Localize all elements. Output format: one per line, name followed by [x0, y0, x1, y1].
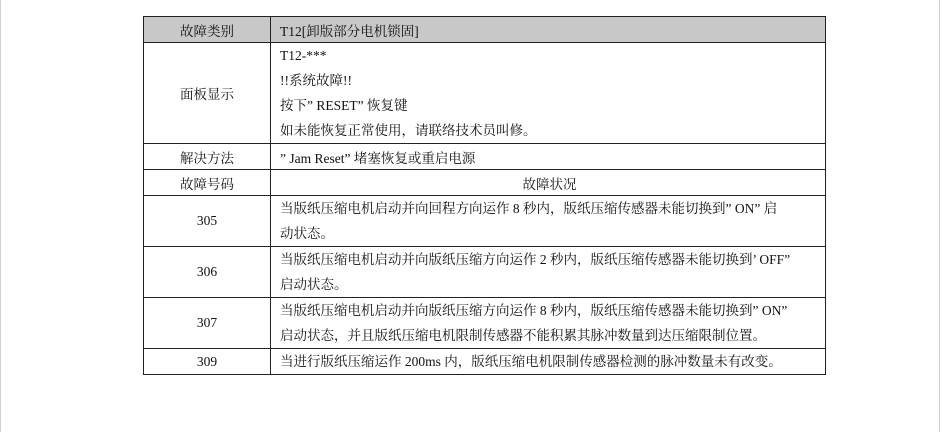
panel-display-line: !!系统故障!!: [280, 73, 352, 88]
solution-value: ” Jam Reset” 堵塞恢复或重启电源: [271, 144, 826, 170]
panel-display-line: 如未能恢复正常使用，请联络技术员叫修。: [280, 123, 537, 138]
fault-code-header: 故障号码: [144, 170, 271, 196]
fault-category-label: 故障类别: [144, 17, 271, 43]
fault-status-line: 启动状态。: [280, 277, 348, 292]
panel-display-label: 面板显示: [144, 43, 271, 144]
fault-code: 306: [144, 247, 271, 298]
table-row: [144, 196, 826, 247]
fault-status-line: 当版纸压缩电机启动并向回程方向运作 8 秒内，版纸压缩传感器未能切换到” ON” 启: [280, 201, 778, 216]
solution-label: 解决方法: [144, 144, 271, 170]
fault-status-line: 当版纸压缩电机启动并向版纸压缩方向运作 8 秒内，版纸压缩传感器未能切换到” ON”: [280, 303, 788, 318]
page-border-left: [0, 0, 1, 432]
fault-status-line: 当进行版纸压缩运作 200ms 内，版纸压缩电机限制传感器检测的脉冲数量未有改变。: [280, 354, 782, 369]
solution-row: [144, 144, 826, 170]
fault-code: 307: [144, 298, 271, 349]
fault-table: [143, 16, 826, 375]
panel-display-row: [144, 43, 826, 144]
panel-display-line: T12-***: [280, 48, 327, 63]
panel-display-value: [271, 43, 826, 144]
panel-display-line: 按下” RESET” 恢复键: [280, 98, 408, 113]
fault-code: 309: [144, 349, 271, 375]
table-row: [144, 349, 826, 375]
fault-category-row: [144, 17, 826, 43]
fault-code: 305: [144, 196, 271, 247]
fault-status: [271, 247, 826, 298]
fault-category-value: T12[卸版部分电机锁固]: [271, 17, 826, 43]
fault-status-header: 故障状况: [271, 170, 826, 196]
fault-status-line: 启动状态，并且版纸压缩电机限制传感器不能积累其脉冲数量到达压缩限制位置。: [280, 328, 766, 343]
fault-status-line: 当版纸压缩电机启动并向版纸压缩方向运作 2 秒内，版纸压缩传感器未能切换到’ OFF”: [280, 252, 791, 267]
codes-header-row: [144, 170, 826, 196]
table-row: [144, 298, 826, 349]
fault-status: [271, 298, 826, 349]
fault-status-line: 动状态。: [280, 226, 334, 241]
table-row: [144, 247, 826, 298]
fault-status: [271, 196, 826, 247]
page-border-right: [939, 0, 940, 432]
fault-status: [271, 349, 826, 375]
